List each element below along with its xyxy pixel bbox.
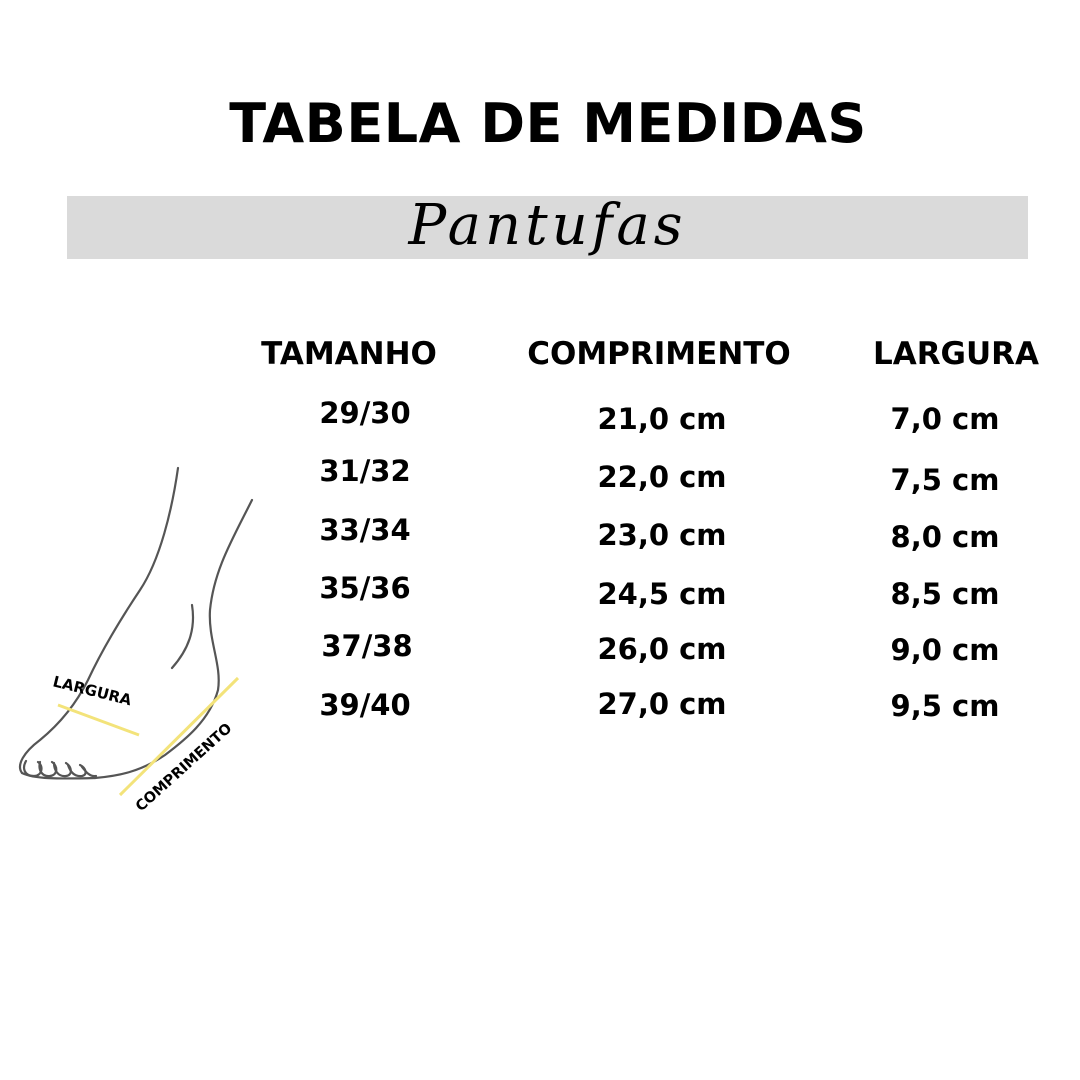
table-cell-length: 22,0 cm xyxy=(597,460,727,494)
comprimento-label: COMPRIMENTO xyxy=(132,720,236,815)
largura-label: LARGURA xyxy=(51,672,134,710)
table-cell-length: 26,0 cm xyxy=(597,632,727,666)
table-cell-width: 8,5 cm xyxy=(890,577,1000,611)
subtitle: Pantufas xyxy=(408,193,687,258)
table-cell-length: 27,0 cm xyxy=(597,687,727,721)
table-cell-length: 21,0 cm xyxy=(597,402,727,436)
subtitle-band xyxy=(67,193,1028,259)
table-cell-size: 39/40 xyxy=(319,688,411,722)
table-cell-width: 9,5 cm xyxy=(890,689,1000,723)
table-cell-width: 8,0 cm xyxy=(890,520,1000,554)
table-cell-width: 7,5 cm xyxy=(890,463,1000,497)
header-tamanho: TAMANHO xyxy=(261,336,437,372)
table-cell-size: 33/34 xyxy=(319,513,411,547)
foot-outline-icon xyxy=(0,460,270,830)
table-cell-size: 31/32 xyxy=(319,454,411,488)
header-comprimento: COMPRIMENTO xyxy=(527,336,791,372)
table-cell-size: 37/38 xyxy=(321,629,413,663)
header-largura: LARGURA xyxy=(872,336,1040,372)
page-title: TABELA DE MEDIDAS xyxy=(229,92,867,155)
table-cell-length: 23,0 cm xyxy=(597,518,727,552)
table-cell-width: 7,0 cm xyxy=(890,402,1000,436)
table-cell-width: 9,0 cm xyxy=(890,633,1000,667)
table-cell-length: 24,5 cm xyxy=(597,577,727,611)
table-cell-size: 35/36 xyxy=(319,571,411,605)
table-cell-size: 29/30 xyxy=(319,396,411,430)
